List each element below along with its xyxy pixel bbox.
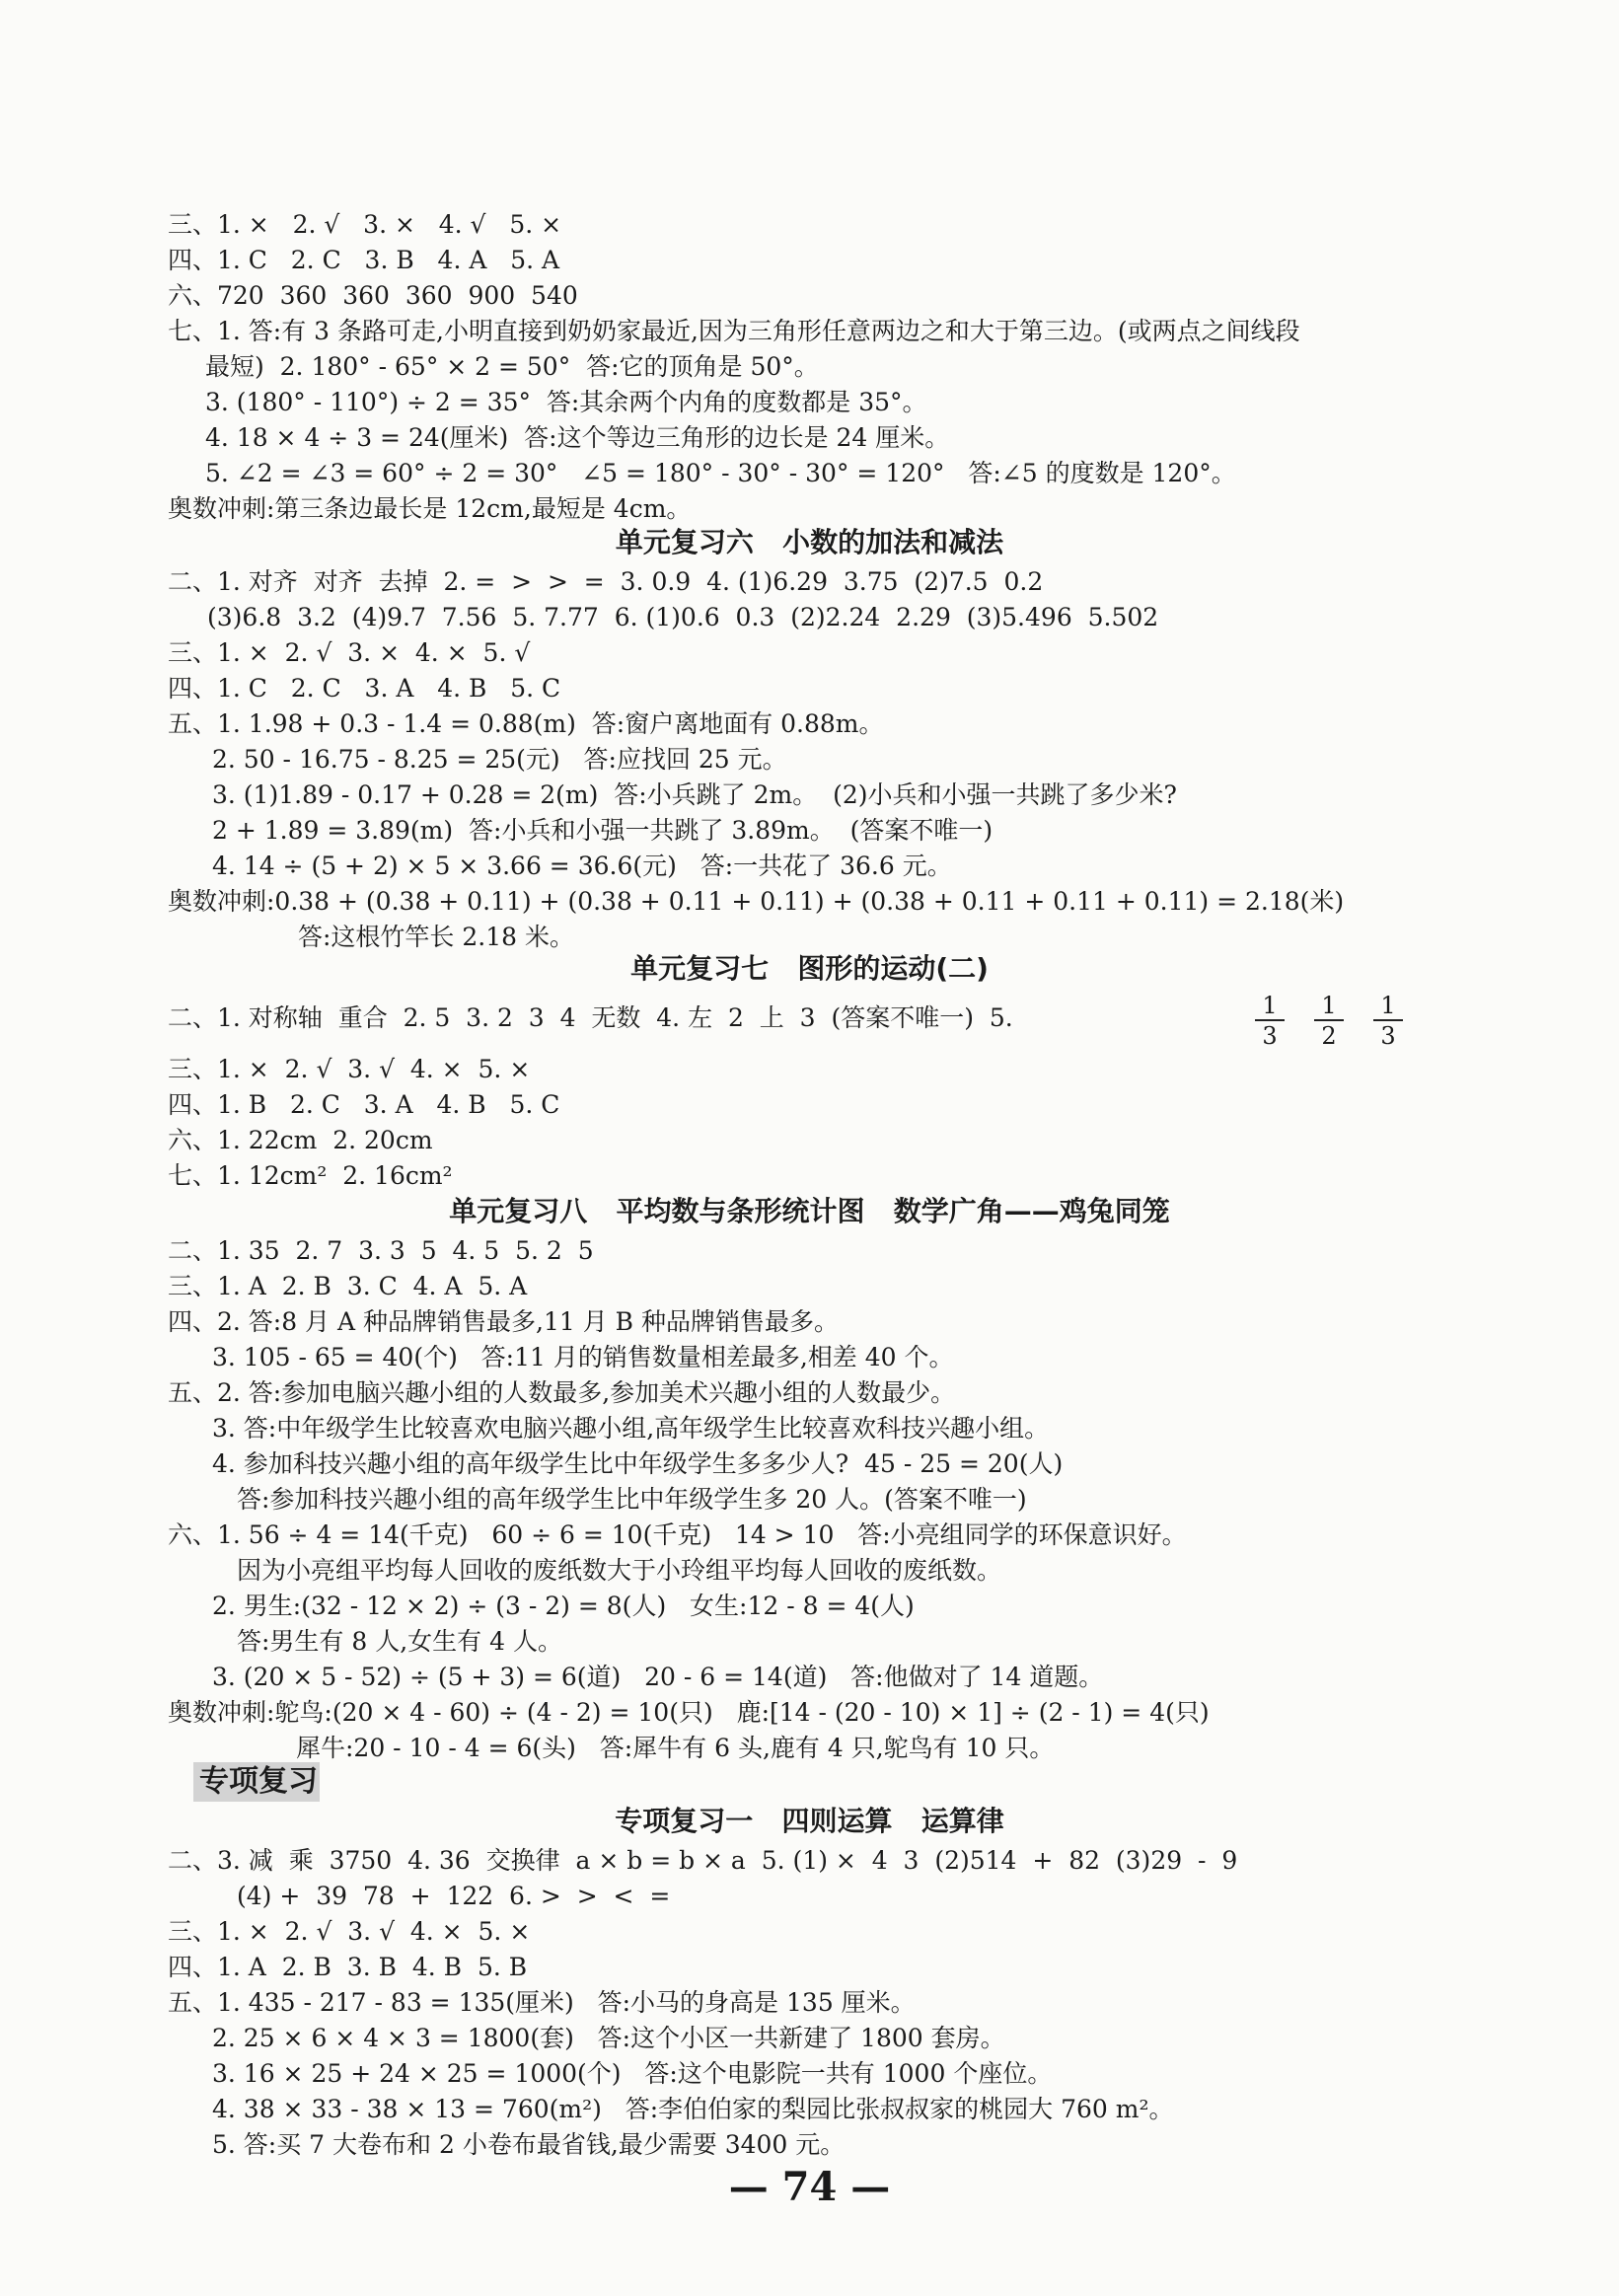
answer-line: 四、1. C 2. C 3. B 4. A 5. A xyxy=(168,246,560,274)
answer-line: 2. 男生:(32 - 12 × 2) ÷ (3 - 2) = 8(人) 女生:12 - 8 = 4(人) xyxy=(212,1592,915,1620)
answer-line: 4. 参加科技兴趣小组的高年级学生比中年级学生多多少人? 45 - 25 = 20(人) xyxy=(212,1449,1064,1478)
answer-line: 奥数冲刺:第三条边最长是 12cm,最短是 4cm。 xyxy=(168,494,692,523)
answer-line: 5. ∠2 = ∠3 = 60° ÷ 2 = 30° ∠5 = 180° - 30° - 30° = 120° 答:∠5 的度数是 120°。 xyxy=(205,459,1236,487)
answer-line: 四、1. B 2. C 3. A 4. B 5. C xyxy=(168,1090,560,1119)
answer-line: 2. 50 - 16.75 - 8.25 = 25(元) 答:应找回 25 元。 xyxy=(212,745,787,774)
answer-line: 3. (20 × 5 - 52) ÷ (5 + 3) = 6(道) 20 - 6 = 14(道) 答:他做对了 14 道题。 xyxy=(212,1663,1104,1691)
answer-line: 答:这根竹竿长 2.18 米。 xyxy=(298,923,574,951)
answer-line: 答:参加科技兴趣小组的高年级学生比中年级学生多 20 人。(答案不唯一) xyxy=(237,1485,1027,1514)
answer-line: 二、1. 对齐 对齐 去掉 2. = > > = 3. 0.9 4. (1)6.29 3.75 (2)7.5 0.2 xyxy=(168,567,1044,596)
answer-line: 二、1. 对称轴 重合 2. 5 3. 2 3 4 无数 4. 左 2 上 3 (答案不唯一) 5. xyxy=(168,1003,1013,1032)
answer-line: 3. 答:中年级学生比较喜欢电脑兴趣小组,高年级学生比较喜欢科技兴趣小组。 xyxy=(212,1414,1050,1443)
answer-line: 六、1. 56 ÷ 4 = 14(千克) 60 ÷ 6 = 10(千克) 14 > 10 答:小亮组同学的环保意识好。 xyxy=(168,1520,1187,1549)
answer-line: 奥数冲刺:0.38 + (0.38 + 0.11) + (0.38 + 0.11 + 0.11) + (0.38 + 0.11 + 0.11 + 0.11) = 2.18(米) xyxy=(168,887,1345,916)
answer-line: (3)6.8 3.2 (4)9.7 7.56 5. 7.77 6. (1)0.6 0.3 (2)2.24 2.29 (3)5.496 5.502 xyxy=(207,603,1159,631)
answer-line: 4. 38 × 33 - 38 × 13 = 760(m²) 答:李伯伯家的梨园比张叔叔家的桃园大 760 m²。 xyxy=(212,2095,1174,2123)
answer-line: 2 + 1.89 = 3.89(m) 答:小兵和小强一共跳了 3.89m。 (答案不唯一) xyxy=(212,816,993,845)
answer-line: 3. 16 × 25 + 24 × 25 = 1000(个) 答:这个电影院一共有 1000 个座位。 xyxy=(212,2059,1053,2088)
answer-line: 六、1. 22cm 2. 20cm xyxy=(168,1126,433,1154)
unit-heading: 单元复习六 小数的加法和减法 xyxy=(615,526,1004,558)
answer-line: 三、1. × 2. √ 3. × 4. × 5. √ xyxy=(168,638,531,667)
page-number: — 74 — xyxy=(728,2164,891,2210)
answer-line: 四、1. C 2. C 3. A 4. B 5. C xyxy=(168,674,561,703)
answer-line: 答:男生有 8 人,女生有 4 人。 xyxy=(237,1627,562,1656)
answer-line: 二、3. 减 乘 3750 4. 36 交换律 a × b = b × a 5. (1) × 4 3 (2)514 + 82 (3)29 - 9 xyxy=(168,1846,1238,1875)
answer-line: 三、1. × 2. √ 3. √ 4. × 5. × xyxy=(168,1917,531,1946)
unit-heading: 单元复习七 图形的运动(二) xyxy=(630,952,989,985)
answer-line: 因为小亮组平均每人回收的废纸数大于小玲组平均每人回收的废纸数。 xyxy=(237,1556,1002,1585)
section-banner: 专项复习 xyxy=(193,1762,320,1802)
answer-line: 五、2. 答:参加电脑兴趣小组的人数最多,参加美术兴趣小组的人数最少。 xyxy=(168,1378,956,1407)
answer-line: 三、1. A 2. B 3. C 4. A 5. A xyxy=(168,1272,528,1300)
fraction: $\frac{1}{2}$ xyxy=(1314,992,1344,1051)
answer-line: 七、1. 12cm² 2. 16cm² xyxy=(168,1161,453,1190)
answer-line: (4) + 39 78 + 122 6. > > < = xyxy=(237,1882,671,1910)
answer-line: 4. 14 ÷ (5 + 2) × 5 × 3.66 = 36.6(元) 答:一共花了 36.6 元。 xyxy=(212,852,952,880)
answer-line: 三、1. × 2. √ 3. × 4. √ 5. × xyxy=(168,210,562,239)
answer-line: 五、1. 435 - 217 - 83 = 135(厘米) 答:小马的身高是 135 厘米。 xyxy=(168,1988,916,2017)
fraction: $\frac{1}{3}$ xyxy=(1255,992,1285,1051)
answer-line: 最短) 2. 180° - 65° × 2 = 50° 答:它的顶角是 50°。 xyxy=(205,352,819,381)
answer-line: 犀牛:20 - 10 - 4 = 6(头) 答:犀牛有 6 头,鹿有 4 只,鸵鸟有 10 只。 xyxy=(296,1734,1055,1762)
unit-heading: 单元复习八 平均数与条形统计图 数学广角——鸡兔同笼 xyxy=(449,1195,1170,1227)
answer-line: 奥数冲刺:鸵鸟:(20 × 4 - 60) ÷ (4 - 2) = 10(只) 鹿:[14 - (20 - 10) × 1] ÷ (2 - 1) = 4(只) xyxy=(168,1698,1210,1727)
answer-line: 四、1. A 2. B 3. B 4. B 5. B xyxy=(168,1953,528,1981)
answer-line: 三、1. × 2. √ 3. √ 4. × 5. × xyxy=(168,1055,531,1083)
answer-line: 5. 答:买 7 大卷布和 2 小卷布最省钱,最少需要 3400 元。 xyxy=(212,2130,846,2159)
fraction: $\frac{1}{3}$ xyxy=(1373,992,1403,1051)
answer-line: 五、1. 1.98 + 0.3 - 1.4 = 0.88(m) 答:窗户离地面有 0.88m。 xyxy=(168,709,884,738)
answer-line: 3. (1)1.89 - 0.17 + 0.28 = 2(m) 答:小兵跳了 2m。 (2)小兵和小强一共跳了多少米? xyxy=(212,780,1177,809)
answer-line: 六、720 360 360 360 900 540 xyxy=(168,281,578,310)
unit-heading: 专项复习一 四则运算 运算律 xyxy=(615,1805,1004,1837)
answer-line: 3. 105 - 65 = 40(个) 答:11 月的销售数量相差最多,相差 40 个。 xyxy=(212,1343,954,1371)
answer-line: 二、1. 35 2. 7 3. 3 5 4. 5 5. 2 5 xyxy=(168,1236,594,1265)
answer-line: 3. (180° - 110°) ÷ 2 = 35° 答:其余两个内角的度数都是 35°。 xyxy=(205,388,927,416)
answer-line: 4. 18 × 4 ÷ 3 = 24(厘米) 答:这个等边三角形的边长是 24 厘米。 xyxy=(205,423,950,452)
answer-line: 四、2. 答:8 月 A 种品牌销售最多,11 月 B 种品牌销售最多。 xyxy=(168,1307,839,1336)
answer-line: 七、1. 答:有 3 条路可走,小明直接到奶奶家最近,因为三角形任意两边之和大于第三边。(或两点之间线段 xyxy=(168,317,1300,345)
answer-line: 2. 25 × 6 × 4 × 3 = 1800(套) 答:这个小区一共新建了 1800 套房。 xyxy=(212,2024,1005,2052)
